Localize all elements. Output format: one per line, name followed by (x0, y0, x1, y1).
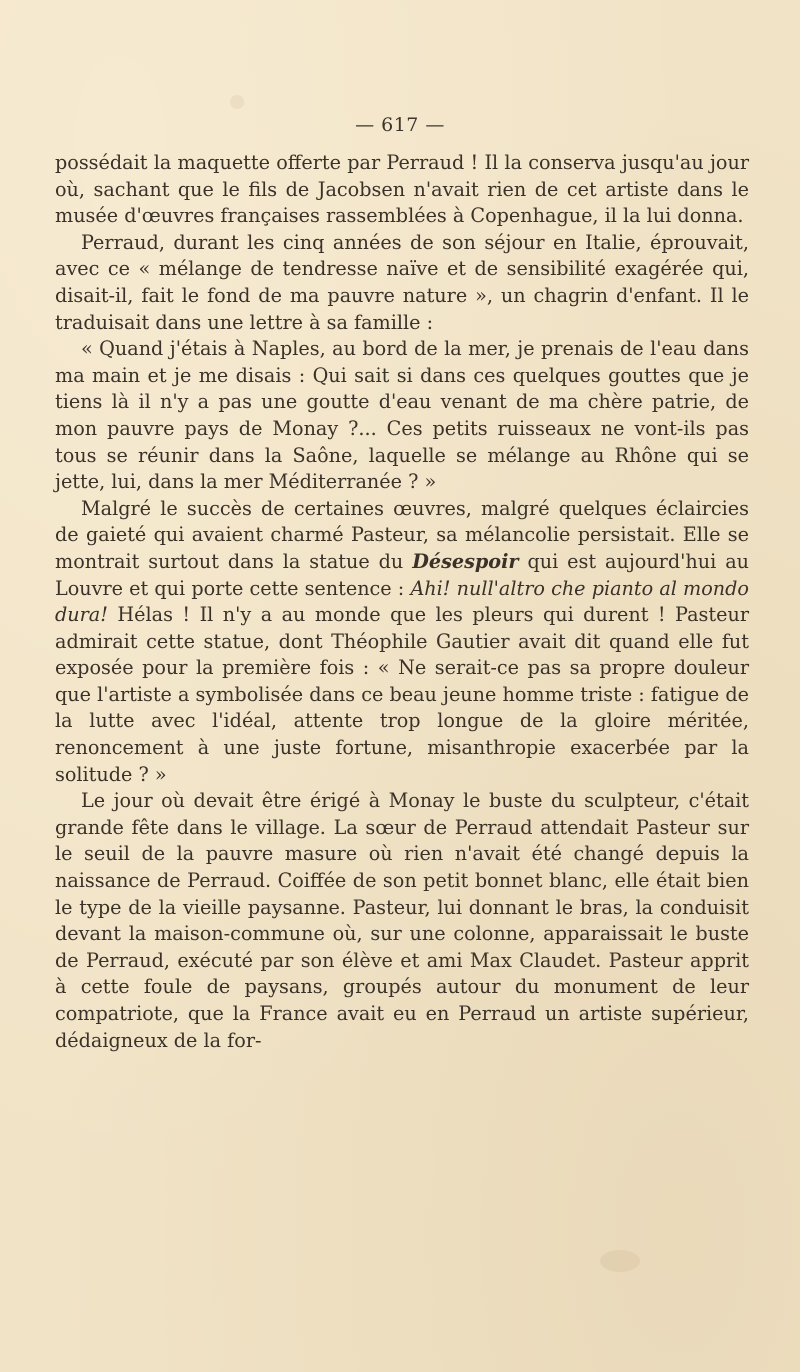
paper-stain (600, 1250, 640, 1272)
paragraph-monay-fete: Le jour où devait être érigé à Monay le buste du sculpteur, c'était grande fête dans le village. La sœur de Perraud attendait Pasteur sur le seuil de la pauvre masure où rien n'avait été changé depuis la naissance de Perraud. Coiffée de son petit bonnet blanc, elle était bien le type de la vieille paysanne. Pasteur, lui donnant le bras, la conduisit devant la maison-commune où, sur une colonne, apparaissait le buste de Perraud, exécuté par son élève et ami Max Claudet. Pasteur apprit à cette foule de paysans, groupés autour du monument de leur compatriote, que la France avait eu en Perraud un artiste supérieur, dédaigneux de la for- (55, 789, 749, 1052)
statue-title: Désespoir (412, 549, 519, 573)
page-number: — 617 — (355, 114, 445, 136)
paper-stain (230, 95, 244, 109)
paragraph-letter-quote: « Quand j'étais à Naples, au bord de la mer, je prenais de l'eau dans ma main et je me disais : Qui sait si dans ces quelques gouttes que je tiens là il n'y a pas une goutte d'eau venant de ma chère patrie, de mon pauvre pays de Monay ?... Ces petits ruisseaux ne vont-ils pas tous se réunir dans la Saône, laquelle se mélange au Rhône qui se jette, lui, dans la mer Méditerranée ? » (55, 337, 749, 494)
italian-motto: Ahi! null'altro che pianto al mondo dura! (55, 576, 749, 627)
paragraph-perraud-italie: Perraud, durant les cinq années de son séjour en Italie, éprouvait, avec ce « mélange de tendresse naïve et de sensibilité exagérée qui, disait-il, fait le fond de ma pauvre nature », un chagrin d'enfant. Il le traduisait dans une lettre à sa famille : (55, 230, 749, 334)
body-text (55, 150, 749, 1054)
paragraph-text: Hélas ! Il n'y a au monde que les pleurs qui durent ! Pasteur admirait cette statue, dont Théophile Gautier avait dit quand elle fut exposée pour la première fois : « Ne serait-ce pas sa propre douleur que l'artiste a symbolisée dans ce beau jeune homme triste : fatigue de la lutte avec l'idéal, attente trop longue de la gloire méritée, renoncement à une juste fortune, misanthropie exacerbée par la solitude ? » (55, 603, 749, 786)
paragraph-continuation: possédait la maquette offerte par Perraud ! Il la conserva jusqu'au jour où, sachant que le fils de Jacobsen n'avait rien de cet artiste dans le musée d'œuvres françaises rassemblées à Copenhague, il la lui donna. (55, 151, 749, 228)
paragraph-text: Malgré le succès de certaines œuvres, malgré quelques éclaircies de gaieté qui avaient charmé Pasteur, sa mélancolie persistait. Elle se montrait surtout dans la statue du (55, 496, 749, 573)
paragraph-desespoir (55, 496, 749, 789)
paragraph-text: qui est aujourd'hui au Louvre et qui porte cette sentence : (55, 549, 750, 600)
